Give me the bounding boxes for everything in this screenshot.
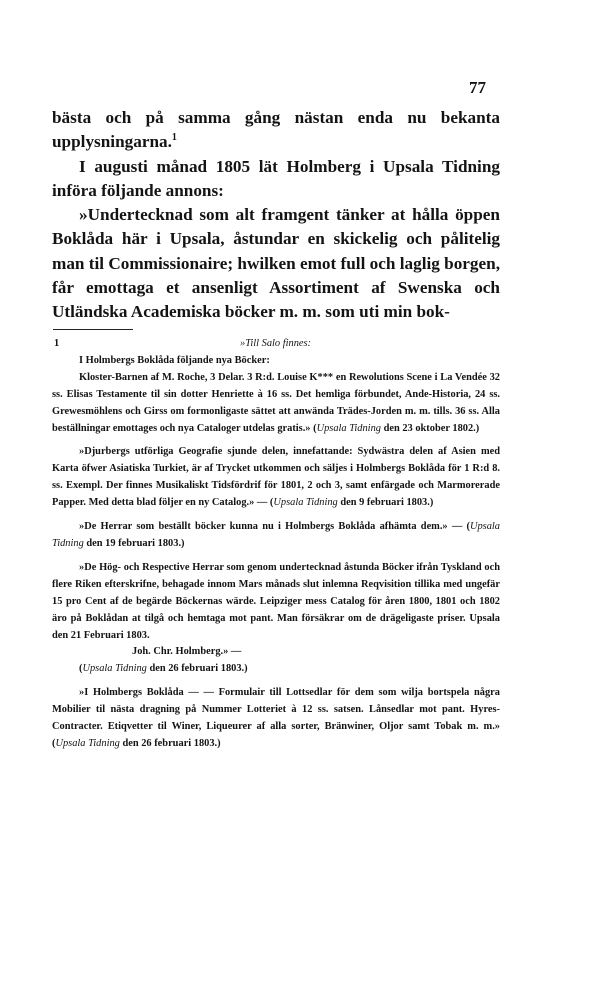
footnotes: [52, 336, 500, 753]
note-4-signature: Joh. Chr. Holmberg.» —: [132, 646, 242, 658]
note-4-citation: (Upsala Tidning den 26 februari 1803.): [79, 663, 248, 675]
footnote-mark: 1: [54, 338, 60, 349]
footnote-heading: »Till Salo finnes:: [240, 338, 312, 349]
note-4-source: Upsala Tidning: [82, 663, 147, 675]
paragraph-2: I augusti månad 1805 lät Holmberg i Upsala Tidning införa följande annons:: [52, 156, 500, 200]
note-5-date: den 26 februari 1803.): [122, 737, 221, 749]
note-5-source: Upsala Tidning: [55, 737, 120, 749]
main-text: [52, 106, 500, 325]
note-1-intro: I Holmbergs Boklåda följande nya Böcker:: [79, 354, 270, 366]
note-1: Kloster-Barnen af M. Roche, 3 Delar. 3 R:d. Louise K*** en Rewolutions Scene i La Vendée 32 ss. Elisas Testamente til sin dotter Henriette à 16 ss. Det hemliga förbundet, Ande-Historia, 24 ss. Grewesmöhlens och Girss om formonligaste sättet att anwända Trädes-Jorden m. m. tills. 36 ss. Alla beställningar emottages och nya Cataloger utdelas gratis.» (Upsala Tidning den 23 oktober 1802.): [52, 371, 500, 434]
paragraph-1: [52, 106, 500, 155]
footnote-separator: [53, 329, 133, 330]
note-3-date: den 19 februari 1803.): [86, 537, 185, 549]
note-1-date: den 23 oktober 1802.): [383, 422, 480, 434]
paragraph-3: »Undertecknad som alt framgent tänker at hålla öppen Boklåda här i Upsala, åstundar en skickelig och pålitelig man til Commissionaire; hwilken emot full och laglig borgen, får emottaga et ansenligt Assortiment af Swenska och Utländska Academiska böcker m. m. som uti min bok-: [52, 205, 500, 322]
note-3: »De Herrar som beställt böcker kunna nu i Holmbergs Boklåda afhämta dem.» — (Upsala Tidning den 19 februari 1803.): [52, 521, 500, 549]
note-2-date: den 9 februari 1803.): [340, 497, 434, 509]
note-4: »De Hög- och Respective Herrar som genom undertecknad åstunda Böcker ifrån Tyskland och flere Riken efterskrifne, behagade innom Mars månads slut inlemna Reqvisition tillika med ungefär 15 pro Cent af de begärde Böckernas wärde. Leipziger mess Catalog för åren 1800, 1801 och 1802 äro på Boklådan at tilgå och hemtaga mot pant. Man försäkrar om de drägeligaste priser. Upsala den 21 Februari 1803.: [52, 561, 500, 641]
note-1-body: Kloster-Barnen af M. Roche, 3 Delar. 3 R:d. Louise K*** en Rewolutions Scene i La Vendée 32 ss. Elisas Testamente til sin dotter Henriette à 16 ss. Det hemliga förbundet, Ande-Historia, 24 ss. Grewesmöhlens och Girss om formonligaste sättet att anwända Trädes-Jorden m. m. tills. 36 ss. Alla beställningar emottages och nya Cataloger utdelas gratis.»: [52, 371, 500, 434]
page-number: 77: [469, 78, 486, 97]
footnote-reference: 1: [171, 132, 177, 144]
note-5: »I Holmbergs Boklåda — — Formulair till Lottsedlar för dem som wilja bortspela några Mobilier til nästa dragning på Nummer Lotteriet à 12 ss. satsen. Lånsedlar mot pant. Hyres-Contracter. Etiqvetter til Winer, Liqueurer af alla sorter, Bränwiner, Oljor samt Tobak m. m.» (Upsala Tidning den 26 februari 1803.): [52, 687, 500, 749]
note-2: »Djurbergs utförliga Geografie sjunde delen, innefattande: Sydwästra delen af Asien med Karta öfwer Asiatiska Turkiet, är af Trycket utkommen och säljes i Holmbergs Boklåda för 1 R:d 8. ss. Exempl. Der finnes Musikaliskt Tidsfördrif för 1801, 2 och 3, samt enfärgade och Marmorerade Papper. Med detta blad följer en ny Catalog.» — (Upsala Tidning den 9 februari 1803.): [52, 446, 500, 509]
note-2-source: Upsala Tidning: [273, 497, 338, 509]
footnote-header: [52, 336, 500, 353]
note-5-body: »I Holmbergs Boklåda — — Formulair till Lottsedlar för dem som wilja bortspela några Mobilier til nästa dragning på Nummer Lotteriet à 12 ss. satsen. Lånsedlar mot pant. Hyres-Contracter. Etiqvetter til Winer, Liqueurer af alla sorter, Bränwiner, Oljor samt Tobak m. m.»: [52, 687, 500, 733]
paragraph-1-text: bästa och på samma gång nästan enda nu bekanta upplysningarna.: [52, 108, 500, 152]
note-3-body: »De Herrar som beställt böcker kunna nu i Holmbergs Boklåda afhämta dem.» —: [79, 521, 463, 533]
note-2-body: »Djurbergs utförliga Geografie sjunde delen, innefattande: Sydwästra delen af Asien med Karta öfwer Asiatiska Turkiet, är af Trycket utkommen och säljes i Holmbergs Boklåda för 1 R:d 8. ss. Exempl. Der finnes Musikaliskt Tidsfördrif för 1801, 2 och 3, samt enfärgade och Marmorerade Papper. Med detta blad följer en ny Catalog.» —: [52, 446, 500, 509]
note-1-source: Upsala Tidning: [316, 422, 381, 434]
note-3-source: Upsala Tidning: [52, 521, 500, 549]
note-4-date: den 26 februari 1803.): [149, 663, 248, 675]
